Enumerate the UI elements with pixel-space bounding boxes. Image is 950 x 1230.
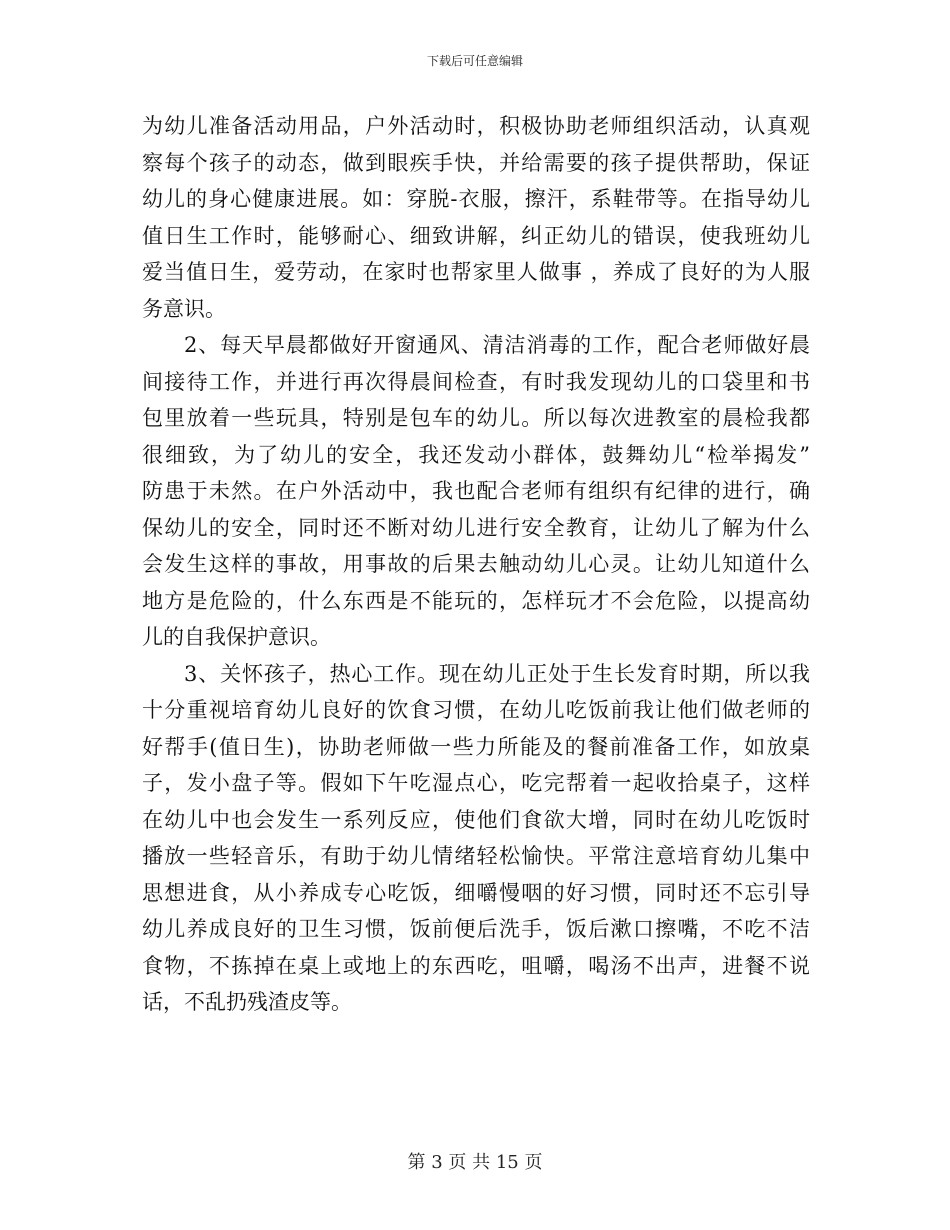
document-body — [142, 108, 810, 1021]
text-line: 子，发小盘子等。假如下午吃湿点心，吃完帮着一起收拾桌子，这样 — [142, 771, 810, 795]
page-header: 下载后可任意编辑 — [426, 54, 523, 68]
text-line: 会发生这样的事故，用事故的后果去触动幼儿心灵。让幼儿知道什么 — [142, 552, 810, 576]
text-line: 儿的自我保护意识。 — [142, 625, 331, 649]
text-line: 幼儿的身心健康进展。如：穿脱-衣服，擦汗，系鞋带等。在指导幼儿 — [142, 187, 810, 211]
paragraph — [142, 108, 810, 327]
text-line: 十分重视培育幼儿良好的饮食习惯，在幼儿吃饭前我让他们做老师的 — [142, 698, 810, 722]
text-line: 3、关怀孩子，热心工作。现在幼儿正处于生长发育时期，所以我 — [184, 661, 810, 686]
text-line: 话，不乱扔残渣皮等。 — [142, 990, 352, 1014]
text-line: 幼儿养成良好的卫生习惯，饭前便后洗手，饭后漱口擦嘴，不吃不洁 — [142, 917, 810, 941]
text-line: 值日生工作时，能够耐心、细致讲解，纠正幼儿的错误，使我班幼儿 — [142, 223, 810, 248]
text-line: 很细致，为了幼儿的安全，我还发动小群体，鼓舞幼儿“检举揭发” — [142, 442, 810, 467]
text-line: 2、每天早晨都做好开窗通风、清洁消毒的工作，配合老师做好晨 — [184, 333, 810, 357]
text-line: 察每个孩子的动态，做到眼疾手快，并给需要的孩子提供帮助，保证 — [142, 150, 810, 175]
paragraph — [142, 656, 810, 1021]
text-line: 包里放着一些玩具，特别是包车的幼儿。所以每次进教室的晨检我都 — [142, 406, 810, 430]
text-line: 间接待工作，并进行再次得晨间检查，有时我发现幼儿的口袋里和书 — [142, 369, 810, 394]
text-line: 思想进食，从小养成专心吃饭，细嚼慢咽的好习惯，同时还不忘引导 — [142, 880, 810, 905]
text-line: 好帮手(值日生)，协助老师做一些力所能及的餐前准备工作，如放桌 — [142, 734, 810, 759]
text-line: 为幼儿准备活动用品，户外活动时，积极协助老师组织活动，认真观 — [142, 114, 810, 138]
text-line: 地方是危险的，什么东西是不能玩的，怎样玩才不会危险，以提高幼 — [142, 588, 810, 613]
text-line: 在幼儿中也会发生一系列反应，使他们食欲大增，同时在幼儿吃饭时 — [142, 807, 810, 832]
text-line: 爱当值日生，爱劳动，在家时也帮家里人做事 ，养成了良好的为人服 — [142, 260, 810, 284]
text-line: 防患于未然。在户外活动中，我也配合老师有组织有纪律的进行，确 — [142, 479, 810, 503]
paragraph — [142, 327, 810, 656]
page-footer: 第 3 页 共 15 页 — [407, 1152, 543, 1173]
text-line: 保幼儿的安全，同时还不断对幼儿进行安全教育，让幼儿了解为什么 — [142, 515, 810, 540]
text-line: 食物，不拣掉在桌上或地上的东西吃，咀嚼，喝汤不出声，进餐不说 — [142, 953, 810, 978]
text-line: 务意识。 — [142, 296, 226, 321]
text-line: 播放一些轻音乐，有助于幼儿情绪轻松愉快。平常注意培育幼儿集中 — [142, 844, 810, 868]
